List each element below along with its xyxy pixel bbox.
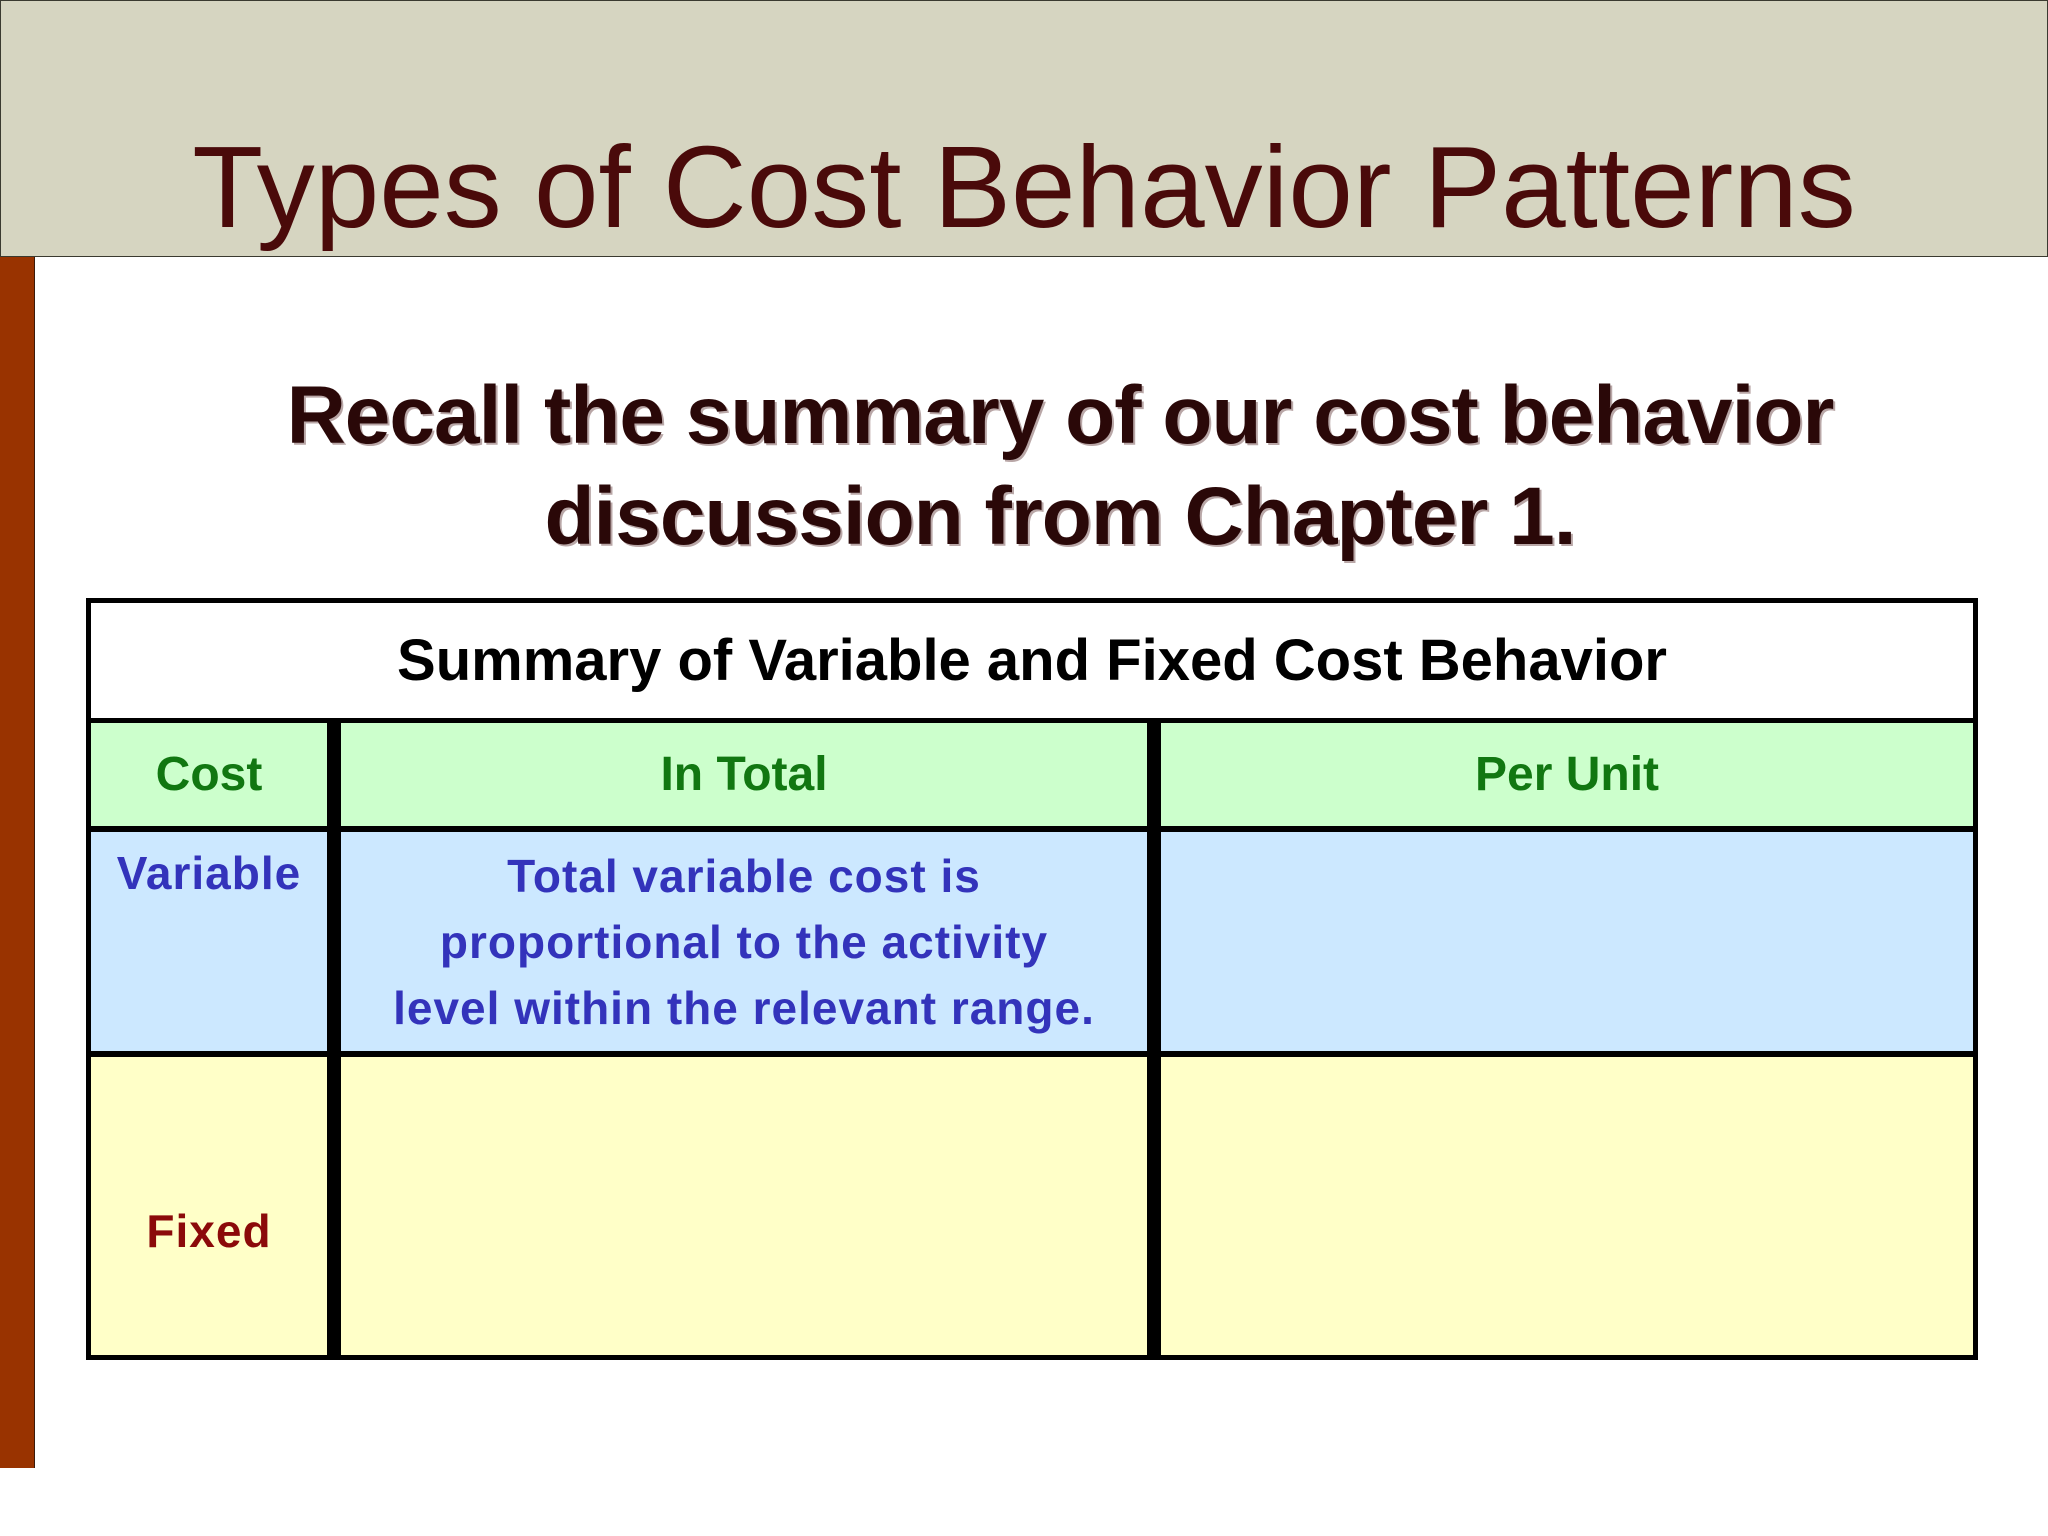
header-cost: Cost <box>91 723 327 826</box>
cost-behavior-summary-table <box>86 598 1978 1360</box>
header-in-total: In Total <box>341 723 1147 826</box>
slide-title: Types of Cost Behavior Patterns <box>192 122 1856 252</box>
row-variable-in-total <box>341 832 1147 1051</box>
subtitle-line-2: discussion from Chapter 1. <box>544 471 1576 562</box>
variable-in-total-line-1: Total variable cost is <box>507 849 981 902</box>
table-caption: Summary of Variable and Fixed Cost Behavior <box>91 603 1973 718</box>
row-variable-per-unit <box>1161 832 1973 1051</box>
variable-in-total-line-3: level within the relevant range. <box>393 981 1095 1034</box>
slide-subtitle <box>160 365 1960 567</box>
row-fixed-in-total <box>341 1057 1147 1355</box>
subtitle-line-1: Recall the summary of our cost behavior <box>286 370 1834 461</box>
side-accent-bar <box>0 257 35 1468</box>
header-per-unit: Per Unit <box>1161 723 1973 826</box>
row-fixed-label: Fixed <box>91 1057 327 1355</box>
variable-in-total-line-2: proportional to the activity <box>439 915 1049 968</box>
row-variable-label: Variable <box>91 832 327 1051</box>
row-fixed-per-unit <box>1161 1057 1973 1355</box>
